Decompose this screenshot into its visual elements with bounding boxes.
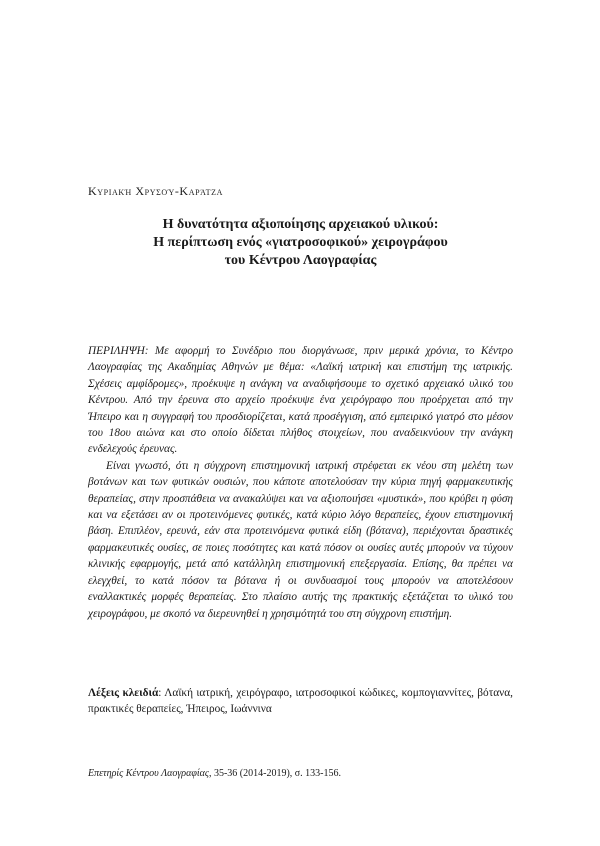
abstract-paragraph-2: Είναι γνωστό, ότι η σύγχρονη επιστημονική ιατρική στρέφεται εκ νέου στη μελέτη των βοτάνων και των φυτικών ουσιών, που κάποτε αποτελούσαν την κύρια πηγή φαρμακευτικής θεραπείας, στην προσπάθεια να ανακαλύψει και να αξιοποιήσει «μυστικά», που κρύβει η φύση και να εξετάσει αν οι προτεινόμενες φυτικές, κατά κύριο λόγο θεραπείες, έχουν επιστημονική βάση. Επιπλέον, ερευνά, εάν στα προτεινόμενα φυτικά είδη (βότανα), περιέχονται δραστικές φαρμακευτικές ουσίες, σε ποιες ποσότητες και κατά πόσον οι ουσίες αυτές μπορούν να τύχουν κλινικής εφαρμογής, μετά από κατάλληλη επιστημονική επεξεργασία. Επίσης, θα πρέπει να ελεγχθεί, το κατά πόσον τα βότανα ή οι συνδυασμοί τους μπορούν να αποτελέσουν εναλλακτικές μορφές θεραπείας. Στο πλαίσιο αυτής της πρακτικής εξετάζεται το υλικό του χειρογράφου, με σκοπό να διερευνηθεί η χρησιμότητά του στη σύγχρονη επιστήμη. xyxy=(88,459,513,620)
abstract-paragraph-1: ΠΕΡΙΛΗΨΗ: Με αφορμή το Συνέδριο που διοργάνωσε, πριν μερικά χρόνια, το Κέντρο Λαογραφίας της Ακαδημίας Αθηνών με θέμα: «Λαϊκή ιατρική και επιστήμη της ιατρικής. Σχέσεις αμφίδρομες», προέκυψε η ανάγκη να αναδιφήσουμε το σχετικό αρχειακό υλικό του Κέντρου. Από την έρευνα στο αρχείο προέκυψε ένα χειρόγραφο που προέρχεται από την Ήπειρο και η συγγραφή του προσδιορίζεται, κατά προσέγγιση, από εμπειρικό γιατρό στο μέσον του 18ου αιώνα και στο οποίο δίδεται πλήθος στοιχείων, που αναδεικνύουν την ανάγκη ενδελεχούς έρευνας. xyxy=(88,345,513,456)
citation-footer xyxy=(88,767,513,781)
title-line-3: του Κέντρου Λαογραφίας xyxy=(224,253,377,268)
keywords-text: Λαϊκή ιατρική, χειρόγραφο, ιατροσοφικοί κώδικες, κομπογιαννίτες, βότανα, πρακτικές θεραπείες, Ήπειρος, Ιωάννινα xyxy=(88,687,514,716)
title-line-1: Η δυνατότητα αξιοποίησης αρχειακού υλικού: xyxy=(162,217,439,232)
keywords-separator: : xyxy=(158,687,165,699)
article-title xyxy=(88,216,513,270)
keywords xyxy=(88,685,513,718)
author-name: Κυριακή Χρυσού-Καράτζα xyxy=(88,184,223,198)
citation-details: , 35-36 (2014-2019), σ. 133-156. xyxy=(208,768,342,779)
title-line-2: Η περίπτωση ενός «γιατροσοφικού» χειρογράφου xyxy=(153,235,448,250)
journal-name: Επετηρίς Κέντρου Λαογραφίας xyxy=(88,768,209,779)
keywords-label: Λέξεις κλειδιά xyxy=(88,687,159,699)
abstract xyxy=(88,343,513,622)
